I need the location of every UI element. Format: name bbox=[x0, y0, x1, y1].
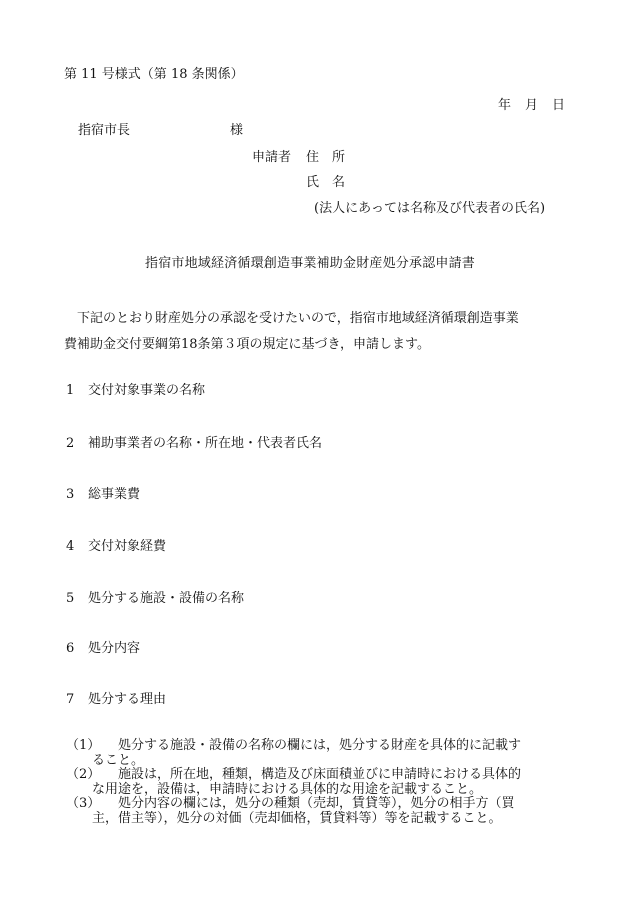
honorific: 様 bbox=[230, 123, 244, 138]
note-line-2: な用途を，設備は，申請時における具体的な用途を記載すること。 bbox=[92, 781, 483, 797]
item-label: 処分する施設・設備の名称 bbox=[88, 591, 245, 606]
intro-line-1: 下記のとおり財産処分の承認を受けたいので，指宿市地域経済循環創造事業 bbox=[77, 311, 519, 326]
item-label: 処分する理由 bbox=[88, 692, 167, 707]
item-number: 4 bbox=[66, 539, 75, 554]
intro-paragraph bbox=[64, 306, 564, 358]
item-number: 2 bbox=[66, 436, 75, 451]
addressee-name: 指宿市長 bbox=[78, 123, 131, 138]
form-number: 第 11 号様式（第 18 条関係） bbox=[64, 67, 244, 82]
item-label: 処分内容 bbox=[88, 641, 141, 656]
address-label: 住 所 bbox=[306, 150, 346, 165]
document-title: 指宿市地域経済循環創造事業補助金財産処分承認申請書 bbox=[145, 256, 476, 271]
note-item bbox=[66, 797, 566, 826]
item-label: 補助事業者の名称・所在地・代表者氏名 bbox=[88, 436, 323, 451]
notes-section bbox=[66, 739, 566, 826]
note-line-1: 施設は，所在地，種類，構造及び床面積並びに申請時における具体的 bbox=[118, 767, 522, 782]
intro-line-2: 費補助金交付要綱第18条第３項の規定に基づき，申請します。 bbox=[64, 337, 430, 352]
addressee bbox=[78, 123, 244, 138]
list-item bbox=[66, 437, 322, 450]
date-day: 日 bbox=[552, 98, 566, 113]
note-line-1: 処分する施設・設備の名称の欄には，処分する財産を具体的に記載す bbox=[118, 738, 522, 753]
applicant-name-line bbox=[306, 176, 345, 189]
item-number: 6 bbox=[66, 641, 75, 656]
note-line-2: ること。 bbox=[92, 752, 145, 768]
note-number: （2） bbox=[66, 767, 101, 782]
list-item bbox=[66, 540, 166, 553]
item-number: 3 bbox=[66, 487, 75, 502]
item-label: 総事業費 bbox=[88, 487, 141, 502]
note-number: （1） bbox=[66, 738, 101, 753]
list-item bbox=[66, 384, 205, 397]
note-number: （3） bbox=[66, 796, 101, 811]
list-item bbox=[66, 642, 140, 655]
note-line-2: 主，借主等），処分の対価（売却価格，賃貸料等）等を記載すること。 bbox=[92, 810, 502, 826]
corporate-note: (法人にあっては名称及び代表者の氏名) bbox=[314, 201, 546, 216]
item-number: 7 bbox=[66, 692, 75, 707]
item-label: 交付対象事業の名称 bbox=[88, 383, 206, 398]
applicant-address-line bbox=[252, 151, 345, 164]
item-label: 交付対象経費 bbox=[88, 539, 167, 554]
date-year: 年 bbox=[498, 98, 512, 113]
note-item bbox=[66, 739, 566, 768]
list-item bbox=[66, 693, 166, 706]
date-line bbox=[498, 99, 565, 112]
name-label: 氏 名 bbox=[306, 175, 346, 190]
note-item bbox=[66, 768, 566, 797]
note-line-1: 処分内容の欄には，処分の種類（売却，賃貸等），処分の相手方（買 bbox=[118, 796, 515, 811]
date-month: 月 bbox=[525, 98, 539, 113]
applicant-label: 申請者 bbox=[252, 150, 292, 165]
item-number: 1 bbox=[66, 383, 75, 398]
item-number: 5 bbox=[66, 591, 75, 606]
list-item bbox=[66, 488, 140, 501]
list-item bbox=[66, 592, 244, 605]
